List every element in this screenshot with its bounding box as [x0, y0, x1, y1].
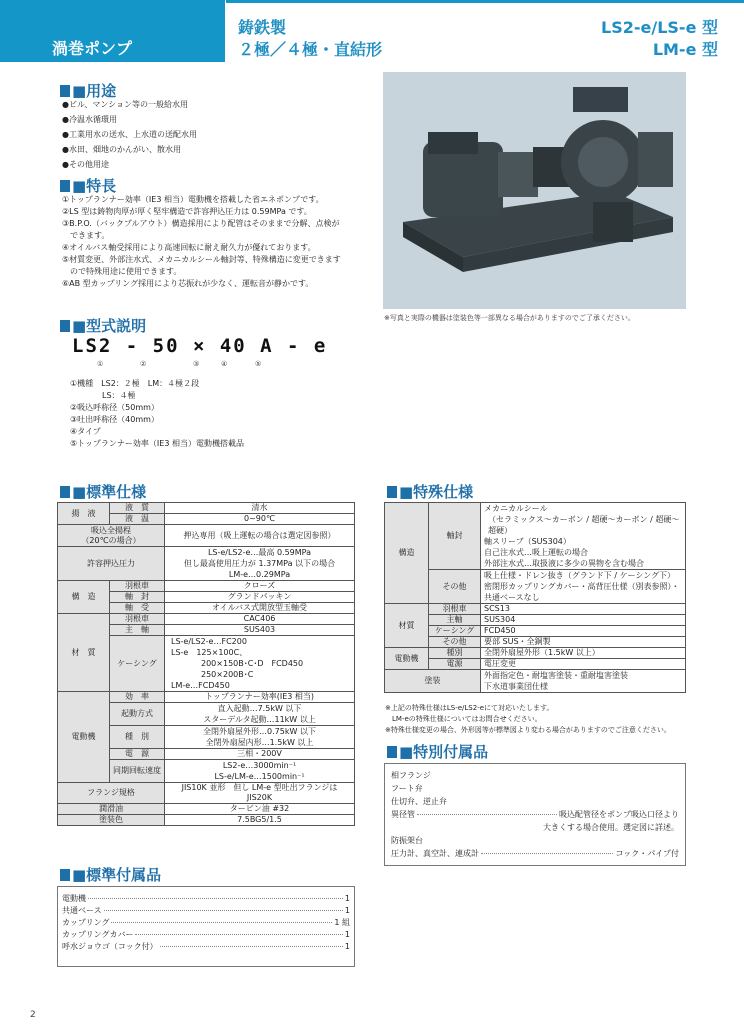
poles-title: ２極／４極・直結形	[238, 40, 383, 59]
acc-name: 仕切弁、逆止弁	[391, 797, 447, 806]
uses-item: ●その他用途	[62, 160, 109, 169]
spec-value: クローズ	[165, 581, 355, 592]
acc-row	[391, 808, 679, 821]
spec-value-line: 共通ベースなし	[484, 593, 540, 602]
spec-label: 塗装	[385, 670, 481, 693]
spec-value-part: 200×150B･C･D	[201, 659, 264, 668]
model-desc-item: LS：４極	[70, 391, 136, 400]
spec-value-line: 外部注水式…取扱液に多少の異物を含む場合	[484, 559, 644, 568]
feature-item: ⑥AB 型カップリング採用により芯振れが少なく、運転音が静かです。	[62, 279, 314, 288]
spec-label: 塗装色	[58, 815, 165, 826]
spec-value: グランドパッキン	[165, 592, 355, 603]
acc-name: 防振架台	[391, 836, 423, 845]
spec-group-label: 構 造	[58, 581, 110, 614]
note-line: LM-eの特殊仕様についてはお問合せください。	[385, 715, 542, 723]
acc-name: 呼水ジョウゴ（コック付）	[62, 942, 158, 951]
acc-qty: 1	[344, 906, 350, 915]
acc-name: カップリングカバー	[62, 930, 134, 939]
spec-label: ケーシング	[429, 626, 481, 637]
spec-value	[481, 503, 686, 570]
spec-label: ケーシング	[110, 636, 165, 692]
uses-list	[62, 99, 197, 171]
photo-caption: ※写真と実際の機器は塗装色等一部異なる場合がありますのでご了承ください。	[384, 314, 635, 322]
spec-value-line: LS-e/LS2-e…FC200	[171, 637, 247, 646]
spec-value: 要部 SUS・全銅製	[481, 637, 686, 648]
acc-row	[62, 893, 350, 905]
spec-label: 許容押込圧力	[58, 547, 165, 581]
spec-value-line: LM-e…FCD450	[171, 681, 230, 690]
feature-item: ③B.P.O.（バックプルアウト）構造採用により配管はそのままで分解、点検が	[62, 219, 340, 228]
spec-value: FCD450	[481, 626, 686, 637]
spec-value: 7.5BG5/1.5	[165, 815, 355, 826]
spec-value: 0~90℃	[165, 514, 355, 525]
spec-group-label: 電動機	[385, 648, 429, 670]
acc-desc: 吸込配管径をポンプ吸込口径より	[559, 810, 679, 819]
spec-value-line: 自己注水式…吸上運転の場合	[484, 548, 588, 557]
spec-value-line: 直入起動…7.5kW 以下	[217, 704, 302, 713]
acc-name: 電動機	[62, 894, 86, 903]
feature-item: ので特殊用途に使用できます。	[62, 267, 182, 276]
spec-label: 主軸	[429, 615, 481, 626]
spec-value-line: 吸上仕様・ドレン抜き（グランド下 / ケーシング下）	[484, 571, 676, 580]
acc-name: 相フランジ	[391, 771, 431, 780]
sp-spec-heading: ■特殊仕様	[387, 481, 473, 502]
acc-qty: 1	[344, 930, 350, 939]
spec-value: SUS304	[481, 615, 686, 626]
spec-label: 軸封	[429, 503, 481, 570]
model-num-2: ②	[140, 360, 147, 368]
acc-row	[62, 905, 350, 917]
spec-value-line: LS-e/LM-e…1500min⁻¹	[214, 772, 305, 781]
model-num-5: ⑤	[255, 360, 262, 368]
spec-label: その他	[429, 637, 481, 648]
spec-value-line: 密閉形カップリングカバー・高背圧仕様（別表参照）・	[484, 582, 680, 591]
spec-label: 効 率	[110, 692, 165, 703]
model-num-3: ③	[193, 360, 200, 368]
acc-name: 共通ベース	[62, 906, 102, 915]
acc-qty: 1 組	[334, 918, 350, 927]
uses-item: ●ビル、マンション等の一般給水用	[62, 100, 188, 109]
spec-value: タービン油 #32	[165, 804, 355, 815]
category-banner	[0, 0, 225, 62]
spec-label: 電源	[429, 659, 481, 670]
feature-item: ①トップランナー効率（IE3 相当）電動機を搭載した省エネポンプです。	[62, 195, 324, 204]
uses-item: ●工業用水の送水、上水道の送配水用	[62, 130, 197, 139]
spec-value	[165, 726, 355, 749]
spec-value-line: 全閉外扇屋外形…0.75kW 以下	[203, 727, 316, 736]
spec-label: 羽根車	[429, 604, 481, 615]
spec-label: 同期回転速度	[110, 760, 165, 783]
spec-value-line: 但し最高使用圧力が 1.37MPa 以下の場合	[183, 559, 336, 568]
spec-value	[481, 670, 686, 693]
model-num-4: ④	[221, 360, 228, 368]
spec-value-line: 全閉外扇屋内形…1.5kW 以上	[205, 738, 314, 747]
spec-label: 羽根車	[110, 581, 165, 592]
spec-value-line: スターデルタ起動…11kW 以上	[203, 715, 316, 724]
spec-value: 三相・200V	[165, 749, 355, 760]
acc-qty: 1	[344, 894, 350, 903]
spec-group-label: 電動機	[58, 692, 110, 783]
model-desc-heading: ■型式説明	[60, 315, 146, 336]
spec-label: 主 軸	[110, 625, 165, 636]
model-title-2: LM-e 型	[652, 40, 718, 59]
features-heading: ■特長	[60, 175, 116, 196]
spec-value-line: LM-e…0.29MPa	[228, 570, 291, 579]
dot-leader	[88, 898, 343, 899]
dot-leader	[481, 853, 613, 854]
dot-leader	[417, 814, 557, 815]
spec-value: CAC406	[165, 614, 355, 625]
spec-label: 羽根車	[110, 614, 165, 625]
spec-value: トップランナー効率(IE3 相当)	[165, 692, 355, 703]
acc-qty: 1	[344, 942, 350, 951]
std-acc-heading: ■標準付属品	[60, 864, 161, 885]
spec-value	[481, 570, 686, 604]
spec-label: 潤滑油	[58, 804, 165, 815]
spec-label: 起動方式	[110, 703, 165, 726]
spec-label: 種別	[429, 648, 481, 659]
spec-value-line: （セラミックス～カーボン / 超硬～カーボン / 超硬～超硬）	[488, 515, 680, 535]
sp-notes	[385, 703, 671, 736]
acc-name: フート弁	[391, 784, 423, 793]
std-spec-table	[57, 502, 355, 826]
model-desc-item: ④タイプ	[70, 427, 101, 436]
spec-value: SUS403	[165, 625, 355, 636]
acc-row	[62, 917, 350, 929]
dot-leader	[135, 934, 342, 935]
spec-value: 押込専用（吸上運転の場合は選定図参照）	[165, 525, 355, 547]
sp-acc-heading: ■特別付属品	[387, 741, 488, 762]
spec-label: 液 温	[110, 514, 165, 525]
std-acc-box	[57, 886, 355, 967]
model-desc-item: ⑤トップランナー効率（IE3 相当）電動機搭載品	[70, 439, 244, 448]
pump-photo	[383, 72, 686, 309]
acc-name: カップリング	[62, 918, 110, 927]
page-number: 2	[30, 1010, 36, 1020]
spec-label: 液 質	[110, 503, 165, 514]
category-label: 渦巻ポンプ	[52, 39, 133, 58]
spec-value-line: 外面指定色・耐塩害塗装・重耐塩害塗装	[484, 671, 628, 680]
model-desc-list	[70, 378, 244, 450]
feature-item: できます。	[62, 231, 110, 240]
spec-value: SCS13	[481, 604, 686, 615]
spec-group-label: 揚 液	[58, 503, 110, 525]
feature-item: ④オイルバス軸受採用により高速回転に耐え耐久力が優れております。	[62, 243, 316, 252]
spec-value-line: LS-e 125×100C、	[171, 648, 248, 657]
dot-leader	[111, 922, 332, 923]
spec-value-line: メカニカルシール	[484, 504, 548, 513]
uses-item: ●冷温水循環用	[62, 115, 117, 124]
acc-desc: コック・パイプ付	[615, 849, 679, 858]
spec-group-label: 材 質	[58, 614, 110, 692]
spec-value: 全閉外扇屋外形（1.5kW 以上）	[481, 648, 686, 659]
spec-label: 電 源	[110, 749, 165, 760]
spec-value: 清水	[165, 503, 355, 514]
dot-leader	[104, 910, 343, 911]
acc-name: 圧力計、真空計、連成計	[391, 849, 479, 858]
spec-label: その他	[429, 570, 481, 604]
spec-value	[165, 760, 355, 783]
spec-label: 軸 受	[110, 603, 165, 614]
spec-label: 種 別	[110, 726, 165, 749]
spec-value-line: 軸スリーブ（SUS304）	[484, 537, 571, 546]
page-header	[0, 0, 744, 62]
model-title-1: LS2-e/LS-e 型	[601, 18, 718, 37]
spec-label: フランジ規格	[58, 783, 165, 804]
std-spec-heading: ■標準仕様	[60, 481, 146, 502]
spec-value-line	[171, 658, 351, 669]
sp-spec-table	[384, 502, 686, 693]
features-list	[62, 194, 341, 290]
sp-acc-list	[391, 769, 679, 860]
spec-value: JIS10K 並形 但し LM-e 型吐出フランジは JIS20K	[165, 783, 355, 804]
spec-value	[165, 703, 355, 726]
spec-group-label: 材質	[385, 604, 429, 648]
feature-item: ⑤材質変更、外部注水式、メカニカルシール軸封等、特殊構造に変更できます	[62, 255, 341, 264]
note-line: ※特殊仕様変更の場合、外形図等が標準図より変わる場合がありますのでご注意ください。	[385, 726, 671, 734]
acc-desc: 大きくする場合使用。選定図に詳述。	[543, 823, 679, 832]
note-line: ※上記の特殊仕様はLS-e/LS2-eにて対応いたします。	[385, 704, 554, 712]
acc-name: 異径管	[391, 810, 415, 819]
acc-row	[62, 941, 350, 953]
acc-row	[62, 929, 350, 941]
model-code: LS2 - 50 × 40 A - e	[72, 335, 328, 357]
model-desc-item: ①機種 LS2：２極 LM：４極２段	[70, 379, 200, 388]
header-subtitle-area	[226, 0, 744, 62]
spec-group-label: 構造	[385, 503, 429, 604]
spec-value-line: LS2-e…3000min⁻¹	[222, 761, 297, 770]
dot-leader	[160, 946, 343, 947]
spec-value: オイルバス式開放型玉軸受	[165, 603, 355, 614]
model-desc-item: ③吐出呼称径（40mm）	[70, 415, 159, 424]
spec-value-line: LS-e/LS2-e…最高 0.59MPa	[207, 548, 312, 557]
spec-value-part: FCD450	[271, 659, 304, 668]
acc-row	[391, 847, 679, 860]
uses-item: ●水田、畑地のかんがい、散水用	[62, 145, 181, 154]
model-desc-item: ②吸込呼称径（50mm）	[70, 403, 159, 412]
material-title: 鋳鉄製	[238, 18, 287, 37]
spec-value-line: 下水道事業団仕様	[484, 682, 548, 691]
sp-acc-box	[384, 763, 686, 866]
spec-value-line: 250×200B･C	[201, 670, 254, 679]
spec-value	[165, 636, 355, 692]
model-num-1: ①	[97, 360, 104, 368]
spec-value: 電圧変更	[481, 659, 686, 670]
spec-label: 軸 封	[110, 592, 165, 603]
feature-item: ②LS 型は鋳物肉厚が厚く堅牢構造で許容押込圧力は 0.59MPa です。	[62, 207, 312, 216]
uses-heading: ■用途	[60, 80, 116, 101]
spec-label: 吸込全揚程 （20℃の場合）	[58, 525, 165, 547]
spec-value	[165, 547, 355, 581]
